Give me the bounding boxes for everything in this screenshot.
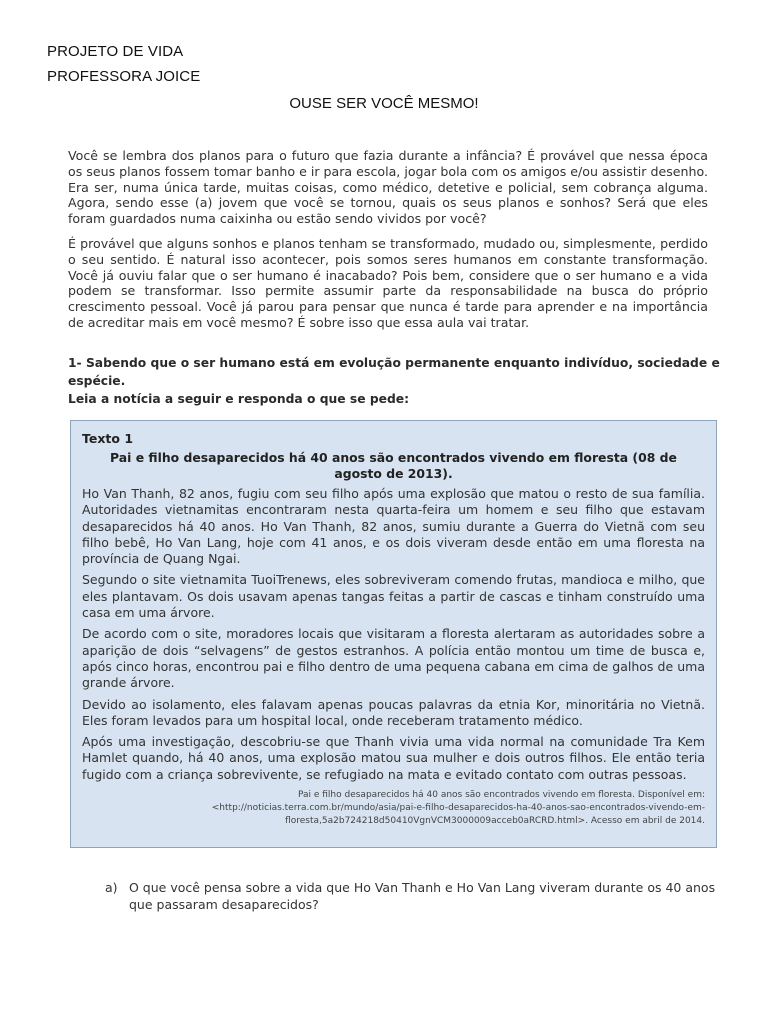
text-box-title: Pai e filho desaparecidos há 40 anos são encontrados vivendo em floresta (08 de agosto de 2013). bbox=[110, 450, 677, 481]
text-box bbox=[70, 420, 717, 848]
header-subject: PROJETO DE VIDA bbox=[47, 43, 184, 60]
question-a-label: a) bbox=[105, 880, 118, 895]
intro-paragraph-1: Você se lembra dos planos para o futuro que fazia durante a infância? É provável que nessa época os seus planos fossem tomar banho e ir para escola, jogar bola com os amigos e/ou assistir desenho. Era ser, numa única tarde, muitas coisas, como médico, detetive e policial, sem cobrança alguma. Agora, sendo esse (a) jovem que você se tornou, quais os seus planos e sonhos? Será que eles foram guardados numa caixinha ou estão sendo vividos por você? bbox=[68, 148, 708, 227]
text-box-paragraph: De acordo com o site, moradores locais que visitaram a floresta alertaram as autoridades sobre a aparição de dois “selvagens” de gestos estranhos. A polícia então montou um time de busca e, após cinco horas, encontrou pai e filho dentro de uma pequena cabana em cima de galhos de uma grande árvore. bbox=[82, 626, 705, 691]
text-box-paragraph: Devido ao isolamento, eles falavam apenas poucas palavras da etnia Kor, minoritária no Vietnã. Eles foram levados para um hospital local, onde receberam tratamento médico. bbox=[82, 696, 705, 728]
text-box-paragraph: Após uma investigação, descobriu-se que Thanh vivia uma vida normal na comunidade Tra Kem Hamlet quando, há 40 anos, uma explosão matou sua mulher e dois outros filhos. Ele então teria fugido com a criança sobrevivente, se refugiado na mata e evitado contato com outras pessoas. bbox=[82, 734, 705, 782]
header-teacher: PROFESSORA JOICE bbox=[47, 68, 201, 85]
question-a bbox=[105, 880, 720, 913]
intro-paragraph-2: É provável que alguns sonhos e planos tenham se transformado, mudado ou, simplesmente, perdido o seu sentido. É natural isso acontecer, pois somos seres humanos em constante transformação. Você já ouviu falar que o ser humano é inacabado? Pois bem, considere que o ser humano e a vida podem se transformar. Isso permite assumir parte da responsabilidade na busca do próprio crescimento pessoal. Você já parou para pensar que nunca é tarde para aprender e na importância de acreditar mais em você mesmo? É sobre isso que essa aula vai tratar. bbox=[68, 236, 708, 330]
question-1-line-2: Leia a notícia a seguir e responda o que se pede: bbox=[68, 392, 410, 406]
text-box-paragraph: Ho Van Thanh, 82 anos, fugiu com seu filho após uma explosão que matou o resto de sua família. Autoridades vietnamitas encontraram nesta quarta-feira um homem e seu filho que estavam desaparecidos há 40 anos. Ho Van Thanh, 82 anos, sumiu durante a Guerra do Vietnã com seu filho bebê, Ho Van Lang, hoje com 41 anos, e os dois viveram desde então em uma floresta na província de Quang Ngai. bbox=[82, 486, 705, 567]
text-box-source: Pai e filho desaparecidos há 40 anos são encontrados vivendo em floresta. Disponível em: <http://noticias.terra.com.br/mundo/asia/pai-e-filho-desaparecidos-ha-40-anos-sao-encontrados-vivendo-em-floresta,5a2b724218d50410VgnVCM3000009acceb0aRCRD.html>. Acesso em abril de 2014. bbox=[211, 790, 705, 827]
text-box-label: Texto 1 bbox=[82, 431, 134, 446]
question-1 bbox=[68, 354, 728, 408]
text-box-paragraph: Segundo o site vietnamita TuoiTrenews, eles sobreviveram comendo frutas, mandioca e milho, que eles plantavam. Os dois usavam apenas tangas feitas a partir de cascas e tinham construído uma casa em uma árvore. bbox=[82, 572, 705, 621]
page-title: OUSE SER VOCÊ MESMO! bbox=[289, 95, 479, 112]
question-a-text: O que você pensa sobre a vida que Ho Van Thanh e Ho Van Lang viveram durante os 40 anos que passaram desaparecidos? bbox=[129, 880, 716, 912]
question-1-line-1: 1- Sabendo que o ser humano está em evolução permanente enquanto indivíduo, sociedade e espécie. bbox=[68, 356, 720, 388]
